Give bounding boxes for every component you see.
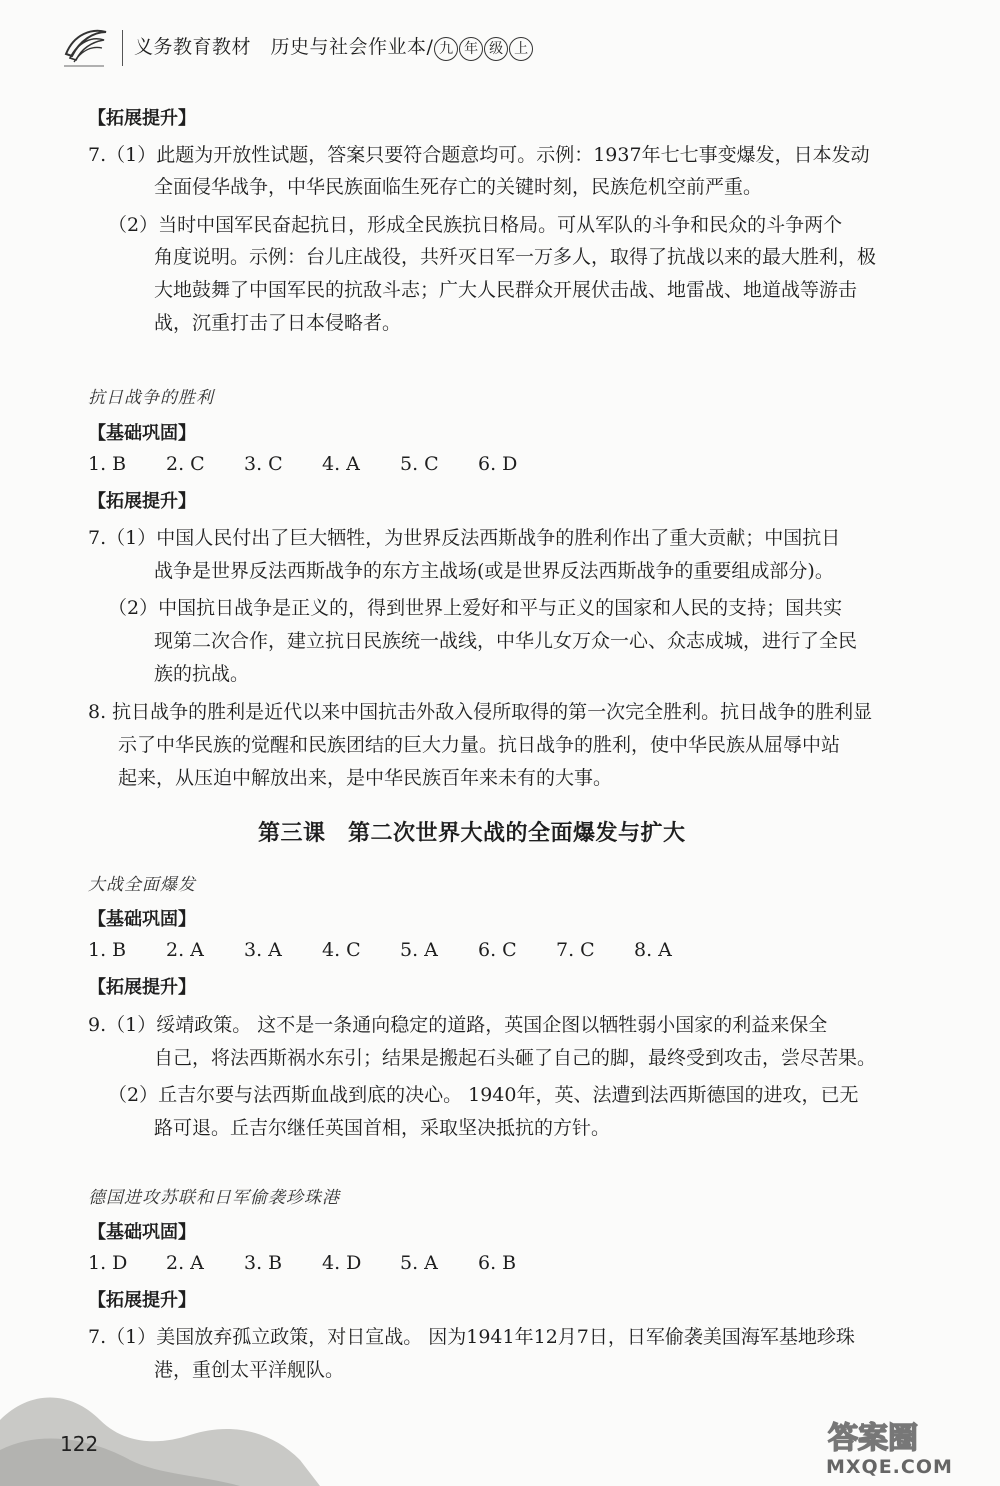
header-title	[134, 32, 533, 61]
page-header	[60, 22, 940, 72]
section-heading-extension: 【拓展提升】	[88, 1290, 196, 1311]
watermark-text: MXQE.COM	[826, 1456, 953, 1478]
answer-line: （2）中国抗日战争是正义的，得到世界上爱好和平与正义的国家和人民的支持；国共实	[108, 597, 843, 619]
answer-item: 1. D	[88, 1252, 128, 1274]
topic-title: 抗日战争的胜利	[88, 388, 214, 408]
answer-item: 4. C	[322, 939, 361, 961]
answer-item: 6. C	[478, 939, 517, 961]
answer-item: 3. B	[244, 1252, 283, 1274]
section-heading-extension: 【拓展提升】	[88, 108, 196, 129]
section-heading-extension: 【拓展提升】	[88, 977, 196, 998]
answer-line: 9.（1）绥靖政策。 这不是一条通向稳定的道路，英国企图以牺牲弱小国家的利益来保全	[88, 1014, 828, 1036]
answer-line: 自己，将法西斯祸水东引；结果是搬起石头砸了自己的脚，最终受到攻击，尝尽苦果。	[154, 1047, 877, 1069]
answer-item: 2. A	[166, 1252, 204, 1274]
grade-char: 年	[459, 37, 483, 61]
topic-title: 德国进攻苏联和日军偷袭珍珠港	[88, 1188, 340, 1208]
answer-item: 5. C	[400, 453, 439, 475]
answer-item: 1. B	[88, 939, 127, 961]
answer-line: 示了中华民族的觉醒和民族团结的巨大力量。抗日战争的胜利，使中华民族从屈辱中站	[118, 734, 841, 756]
answer-key-row	[88, 939, 712, 961]
answer-line: 全面侵华战争，中华民族面临生死存亡的关键时刻，民族危机空前严重。	[154, 176, 763, 198]
answer-line: 7.（1）此题为开放性试题，答案只要符合题意均可。示例：1937年七七事变爆发，日本发动	[88, 144, 870, 166]
grade-char: 上	[509, 37, 533, 61]
answer-line: 港，重创太平洋舰队。	[154, 1359, 345, 1381]
answer-item: 6. B	[478, 1252, 517, 1274]
answer-key-row	[88, 453, 556, 475]
answer-item: 4. D	[322, 1252, 362, 1274]
answer-item: 5. A	[400, 939, 438, 961]
decorative-wave-icon	[0, 1350, 340, 1486]
answer-line: 7.（1）美国放弃孤立政策，对日宣战。 因为1941年12月7日，日军偷袭美国海军基地珍珠	[88, 1326, 855, 1348]
header-divider	[122, 30, 123, 66]
answer-line: 大地鼓舞了中国军民的抗敌斗志；广大人民群众开展伏击战、地雷战、地道战等游击	[154, 279, 858, 301]
answer-line: （2）丘吉尔要与法西斯血战到底的决心。 1940年，英、法遭到法西斯德国的进攻，已无	[108, 1084, 859, 1106]
answer-line: 7.（1）中国人民付出了巨大牺牲，为世界反法西斯战争的胜利作出了重大贡献；中国抗日	[88, 527, 841, 549]
answer-line: 战争是世界反法西斯战争的东方主战场(或是世界反法西斯战争的重要组成部分)。	[154, 560, 834, 582]
section-heading-basic: 【基础巩固】	[88, 909, 196, 930]
answer-line: 战，沉重打击了日本侵略者。	[154, 312, 402, 334]
answer-item: 5. A	[400, 1252, 438, 1274]
answer-item: 8. A	[634, 939, 672, 961]
topic-title: 大战全面爆发	[88, 875, 196, 895]
answer-line: 8. 抗日战争的胜利是近代以来中国抗击外敌入侵所取得的第一次完全胜利。抗日战争的胜利显	[88, 701, 873, 723]
grade-char: 级	[484, 37, 508, 61]
answer-item: 3. A	[244, 939, 282, 961]
publisher-logo-icon	[60, 24, 110, 70]
answer-line: （2）当时中国军民奋起抗日，形成全民族抗日格局。可从军队的斗争和民众的斗争两个	[108, 214, 843, 236]
answer-item: 2. A	[166, 939, 204, 961]
section-heading-basic: 【基础巩固】	[88, 423, 196, 444]
answer-key-row	[88, 1252, 556, 1274]
section-heading-basic: 【基础巩固】	[88, 1222, 196, 1243]
title-slash: /	[426, 36, 434, 58]
answer-line: 角度说明。示例：台儿庄战役，共歼灭日军一万多人，取得了抗战以来的最大胜利，极	[154, 246, 877, 268]
answer-item: 2. C	[166, 453, 205, 475]
answer-item: 1. B	[88, 453, 127, 475]
lesson-title: 第三课 第二次世界大战的全面爆发与扩大	[258, 820, 686, 846]
answer-item: 3. C	[244, 453, 283, 475]
section-heading-extension: 【拓展提升】	[88, 491, 196, 512]
answer-line: 起来，从压迫中解放出来，是中华民族百年来未有的大事。	[118, 767, 613, 789]
answer-line: 现第二次合作，建立抗日民族统一战线，中华儿女万众一心、众志成城，进行了全民	[154, 630, 858, 652]
grade-char: 九	[434, 37, 458, 61]
page-number: 122	[60, 1432, 99, 1456]
answer-line: 路可退。丘吉尔继任英国首相，采取坚决抵抗的方针。	[154, 1117, 611, 1139]
answer-item: 7. C	[556, 939, 595, 961]
book-title: 义务教育教材 历史与社会作业本	[134, 36, 427, 58]
answer-item: 6. D	[478, 453, 518, 475]
watermark-logo-text: 答案圈	[828, 1421, 918, 1456]
answer-line: 族的抗战。	[154, 663, 250, 685]
answer-item: 4. A	[322, 453, 360, 475]
